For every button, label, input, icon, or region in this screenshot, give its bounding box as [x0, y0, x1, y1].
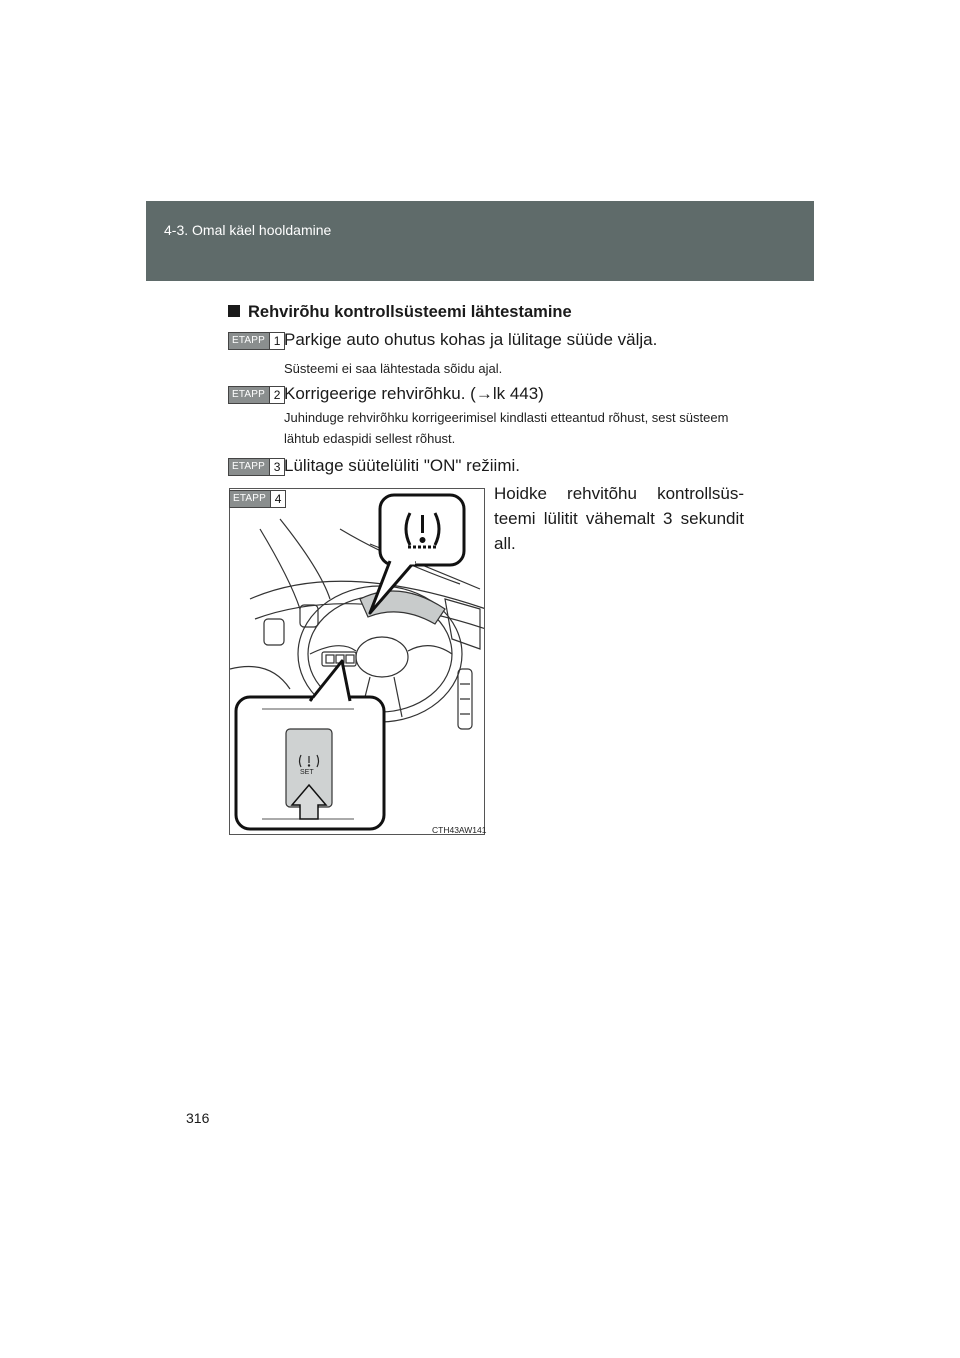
step-2-note: Juhinduge rehvirõhku korrigeerimisel kindlasti etteantud rõhust, sest süsteem lähtub edaspidi sellest rõhust. [284, 410, 729, 446]
arrow-right-icon: → [475, 384, 493, 403]
steering-wheel-illustration [230, 489, 485, 835]
chapter-header-bar [146, 201, 814, 281]
set-button-label: SET [300, 769, 314, 776]
step-3-badge: ETAPP 3 [228, 458, 285, 476]
chapter-header-title: 4-3. Omal käel hooldamine [164, 222, 332, 238]
step-1-badge: ETAPP 1 [228, 332, 285, 350]
page-number: 316 [186, 1110, 210, 1126]
step-2-badge: ETAPP 2 [228, 386, 285, 404]
square-bullet-icon [228, 305, 240, 317]
step-4-badge: ETAPP 4 [229, 490, 286, 508]
dashboard-figure [229, 488, 485, 835]
step-1-note: Süsteemi ei saa lähtestada sõidu ajal. [284, 361, 503, 376]
figure-code: CTH43AW141 [432, 825, 487, 835]
step-2-text: Korrigeerige rehvirõhku. (→lk 443) [284, 384, 544, 403]
step-4-text: Hoidke rehvitõhu kontrollsüs-teemi lülitit vähemalt 3 sekundit all. [494, 484, 744, 553]
section-title-text: Rehvirõhu kontrollsüsteemi lähtestamine [248, 303, 572, 321]
section-title [228, 303, 572, 322]
step-1-text: Parkige auto ohutus kohas ja lülitage süüde välja. [284, 330, 658, 349]
step-3-text: Lülitage süütelüliti "ON" režiimi. [284, 456, 520, 475]
